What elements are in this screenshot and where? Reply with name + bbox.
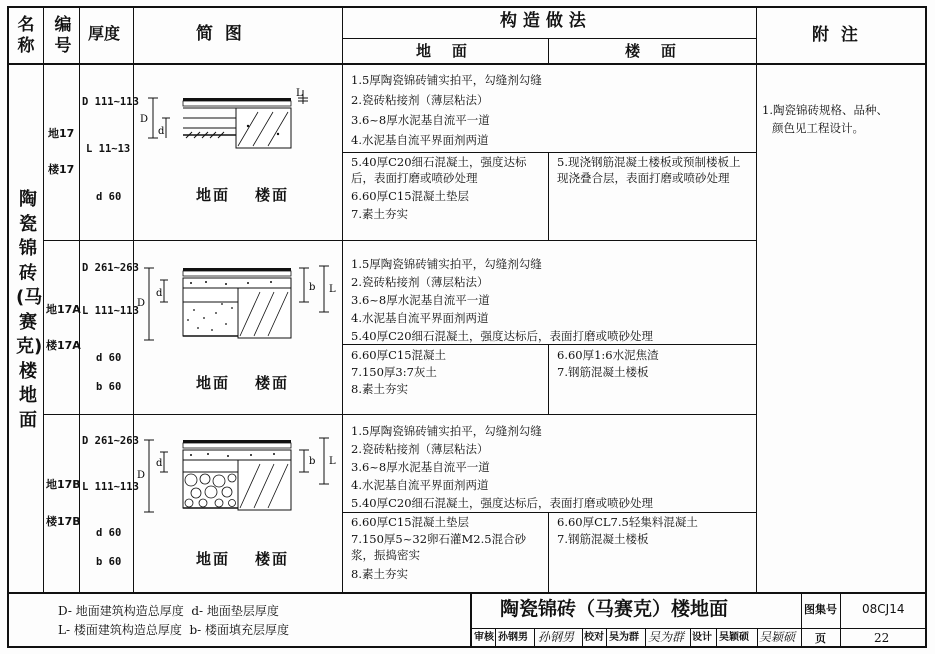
- row2-caption-upper: 楼面: [255, 374, 290, 392]
- header-number: 编号: [54, 15, 72, 56]
- row2-common-step-1: 1.5厚陶瓷锦砖铺实拍平，勾缝剂勾缝: [351, 257, 542, 271]
- row1-ground-step-7: 7.素土夯实: [351, 207, 408, 221]
- row2-upper-step-6: 6.60厚1:6水泥焦渣: [557, 348, 659, 362]
- row3-id-ground: 地17B: [46, 478, 81, 491]
- row3-upper-step-7: 7.钢筋混凝土楼板: [557, 532, 649, 546]
- row3-id-upper: 楼17B: [46, 515, 81, 528]
- tb-s6: [690, 628, 691, 648]
- legend-line-1: D- 地面建筑构造总厚度 d- 地面垫层厚度: [58, 604, 279, 618]
- col-line-6: [756, 6, 757, 593]
- split-h-row3: [342, 512, 756, 513]
- row1-thk-D: D 111~113: [82, 96, 139, 108]
- tb-s8: [757, 628, 758, 648]
- tb-s3: [582, 628, 583, 648]
- row-rule-2: [43, 414, 757, 415]
- row3-thk-b: b 60: [96, 556, 122, 568]
- row2-common-step-3: 3.6~8厚水泥基自流平一道: [351, 293, 490, 307]
- atlas-label: 图集号: [804, 603, 837, 616]
- row3-caption-ground: 地面: [196, 550, 231, 568]
- row3-thk-L: L 111~113: [82, 481, 139, 493]
- row3-section-diagram: [136, 430, 341, 530]
- row1-ground-step-6: 6.60厚C15混凝土垫层: [351, 189, 470, 203]
- col-line-3: [133, 6, 134, 593]
- row3-common-step-2: 2.瓷砖粘接剂（薄层粘法）: [351, 442, 489, 456]
- tb-mid-h: [470, 628, 927, 629]
- review-name: 孙钢男: [498, 632, 528, 643]
- col-line-4: [342, 6, 343, 593]
- row2-dim-L-label: L: [329, 284, 336, 295]
- row3-caption-upper: 楼面: [255, 550, 290, 568]
- frame-bottom: [7, 646, 927, 648]
- col-line-2: [79, 6, 80, 593]
- row3-common-step-1: 1.5厚陶瓷锦砖铺实拍平，勾缝剂勾缝: [351, 424, 542, 438]
- header-name: 名称: [17, 15, 35, 56]
- row1-dim-d-label: d: [158, 126, 165, 137]
- design-label: 设计: [692, 632, 712, 643]
- tb-s4: [606, 628, 607, 648]
- row1-id-upper: 楼17: [48, 163, 75, 176]
- design-name: 吴颖硕: [719, 632, 749, 643]
- row-rule-1: [43, 240, 757, 241]
- split-v-row3: [548, 512, 549, 592]
- legend-line-2: L- 楼面建筑构造总厚度 b- 楼面填充层厚度: [58, 623, 290, 637]
- row1-common-step-2: 2.瓷砖粘接剂（薄层粘法）: [351, 93, 489, 107]
- row2-dim-D-label: D: [137, 298, 146, 309]
- check-label: 校对: [584, 632, 604, 643]
- drawing-title: 陶瓷锦砖（马赛克）楼地面: [500, 598, 729, 620]
- row1-upper-step-5: 5.现浇钢筋混凝土楼板或预制楼板上现浇叠合层，表面打磨或喷砂处理: [557, 155, 741, 186]
- split-v-row1: [548, 152, 549, 240]
- header-upper: 楼 面: [625, 42, 676, 60]
- row1-caption-upper: 楼面: [255, 186, 290, 204]
- col-line-1: [43, 6, 44, 593]
- row3-common-step-3: 3.6~8厚水泥基自流平一道: [351, 460, 490, 474]
- row3-thk-D: D 261~263: [82, 435, 139, 447]
- header-method: 构 造 做 法: [500, 11, 586, 31]
- page-number: 22: [874, 631, 890, 645]
- split-h-row1: [342, 152, 756, 153]
- atlas-number: 08CJ14: [862, 602, 905, 616]
- row3-ground-step-8: 8.素土夯实: [351, 567, 408, 581]
- tb-s7: [716, 628, 717, 648]
- header-ground: 地 面: [416, 42, 467, 60]
- tb-s1: [495, 628, 496, 648]
- row1-caption-ground: 地面: [196, 186, 231, 204]
- row1-dim-D-label: D: [140, 114, 149, 125]
- row2-thk-L: L 111~113: [82, 305, 139, 317]
- header-thickness: 厚度: [88, 24, 121, 43]
- row3-upper-step-6: 6.60厚CL7.5轻集料混凝土: [557, 515, 698, 529]
- row1-thk-L: L 11~13: [86, 143, 131, 155]
- row2-common-step-4: 4.水泥基自流平界面剂两道: [351, 311, 489, 325]
- row2-common-step-5: 5.40厚C20细石混凝土，强度达标后，表面打磨或喷砂处理: [351, 329, 654, 343]
- row2-thk-d: d 60: [96, 352, 122, 364]
- row3-thk-d: d 60: [96, 527, 122, 539]
- tb-v1: [801, 592, 802, 648]
- frame-top: [7, 6, 927, 8]
- row1-dim-L-label: L: [296, 88, 303, 99]
- row2-id-ground: 地17A: [46, 303, 81, 316]
- split-v-row2: [548, 344, 549, 414]
- row2-section-diagram: [136, 258, 341, 358]
- row2-ground-step-7: 7.150厚3:7灰土: [351, 365, 437, 379]
- row1-ground-step-5: 5.40厚C20细石混凝土，强度达标后，表面打磨或喷砂处理: [351, 155, 527, 186]
- review-signature: 孙钢男: [538, 630, 575, 644]
- row2-caption-ground: 地面: [196, 374, 231, 392]
- header-rule: [7, 63, 927, 65]
- method-subhead-rule: [342, 38, 756, 39]
- frame-left: [7, 6, 9, 648]
- row1-common-step-1: 1.5厚陶瓷锦砖铺实拍平，勾缝剂勾缝: [351, 73, 542, 87]
- note-line-1: 1.陶瓷锦砖规格、品种、: [762, 103, 888, 117]
- row1-id-ground: 地17: [48, 127, 75, 140]
- row2-dim-b-label: b: [309, 282, 316, 293]
- row1-section-diagram: [138, 86, 338, 166]
- page-label: 页: [815, 632, 826, 645]
- check-name: 吴为群: [609, 632, 639, 643]
- row1-common-step-4: 4.水泥基自流平界面剂两道: [351, 133, 489, 147]
- row2-thk-b: b 60: [96, 381, 122, 393]
- note-line-2: 颜色见工程设计。: [772, 121, 864, 135]
- check-signature: 吴为群: [648, 630, 685, 644]
- row2-common-step-2: 2.瓷砖粘接剂（薄层粘法）: [351, 275, 489, 289]
- row3-dim-d-label: d: [156, 458, 163, 469]
- row3-dim-b-label: b: [309, 456, 316, 467]
- row3-dim-D-label: D: [137, 470, 146, 481]
- row2-ground-step-6: 6.60厚C15混凝土: [351, 348, 447, 362]
- tb-s5: [645, 628, 646, 648]
- row2-ground-step-8: 8.素土夯实: [351, 382, 408, 396]
- row1-thk-d: d 60: [96, 191, 122, 203]
- row3-common-step-5: 5.40厚C20细石混凝土，强度达标后，表面打磨或喷砂处理: [351, 496, 654, 510]
- row2-thk-D: D 261~263: [82, 262, 139, 274]
- row2-id-upper: 楼17A: [46, 339, 81, 352]
- tb-v2: [840, 592, 841, 648]
- col-line-5: [548, 38, 549, 65]
- frame-right: [925, 6, 927, 648]
- header-diagram: 简 图: [196, 24, 242, 44]
- design-signature: 吴颖硕: [759, 630, 796, 644]
- row1-common-step-3: 3.6~8厚水泥基自流平一道: [351, 113, 490, 127]
- row3-ground-step-6: 6.60厚C15混凝土垫层: [351, 515, 470, 529]
- row3-dim-L-label: L: [329, 456, 336, 467]
- row2-dim-d-label: d: [156, 288, 163, 299]
- tb-s2: [534, 628, 535, 648]
- row3-ground-step-7: 7.150厚5~32卵石灌M2.5混合砂浆，振捣密实: [351, 532, 527, 563]
- footer-rule: [7, 592, 927, 594]
- row2-upper-step-7: 7.钢筋混凝土楼板: [557, 365, 649, 379]
- tb-left: [470, 592, 472, 648]
- header-notes: 附 注: [812, 25, 858, 45]
- section-name-vertical: 陶瓷锦砖(马赛克)楼地面: [16, 189, 43, 431]
- row3-common-step-4: 4.水泥基自流平界面剂两道: [351, 478, 489, 492]
- review-label: 审核: [474, 632, 494, 643]
